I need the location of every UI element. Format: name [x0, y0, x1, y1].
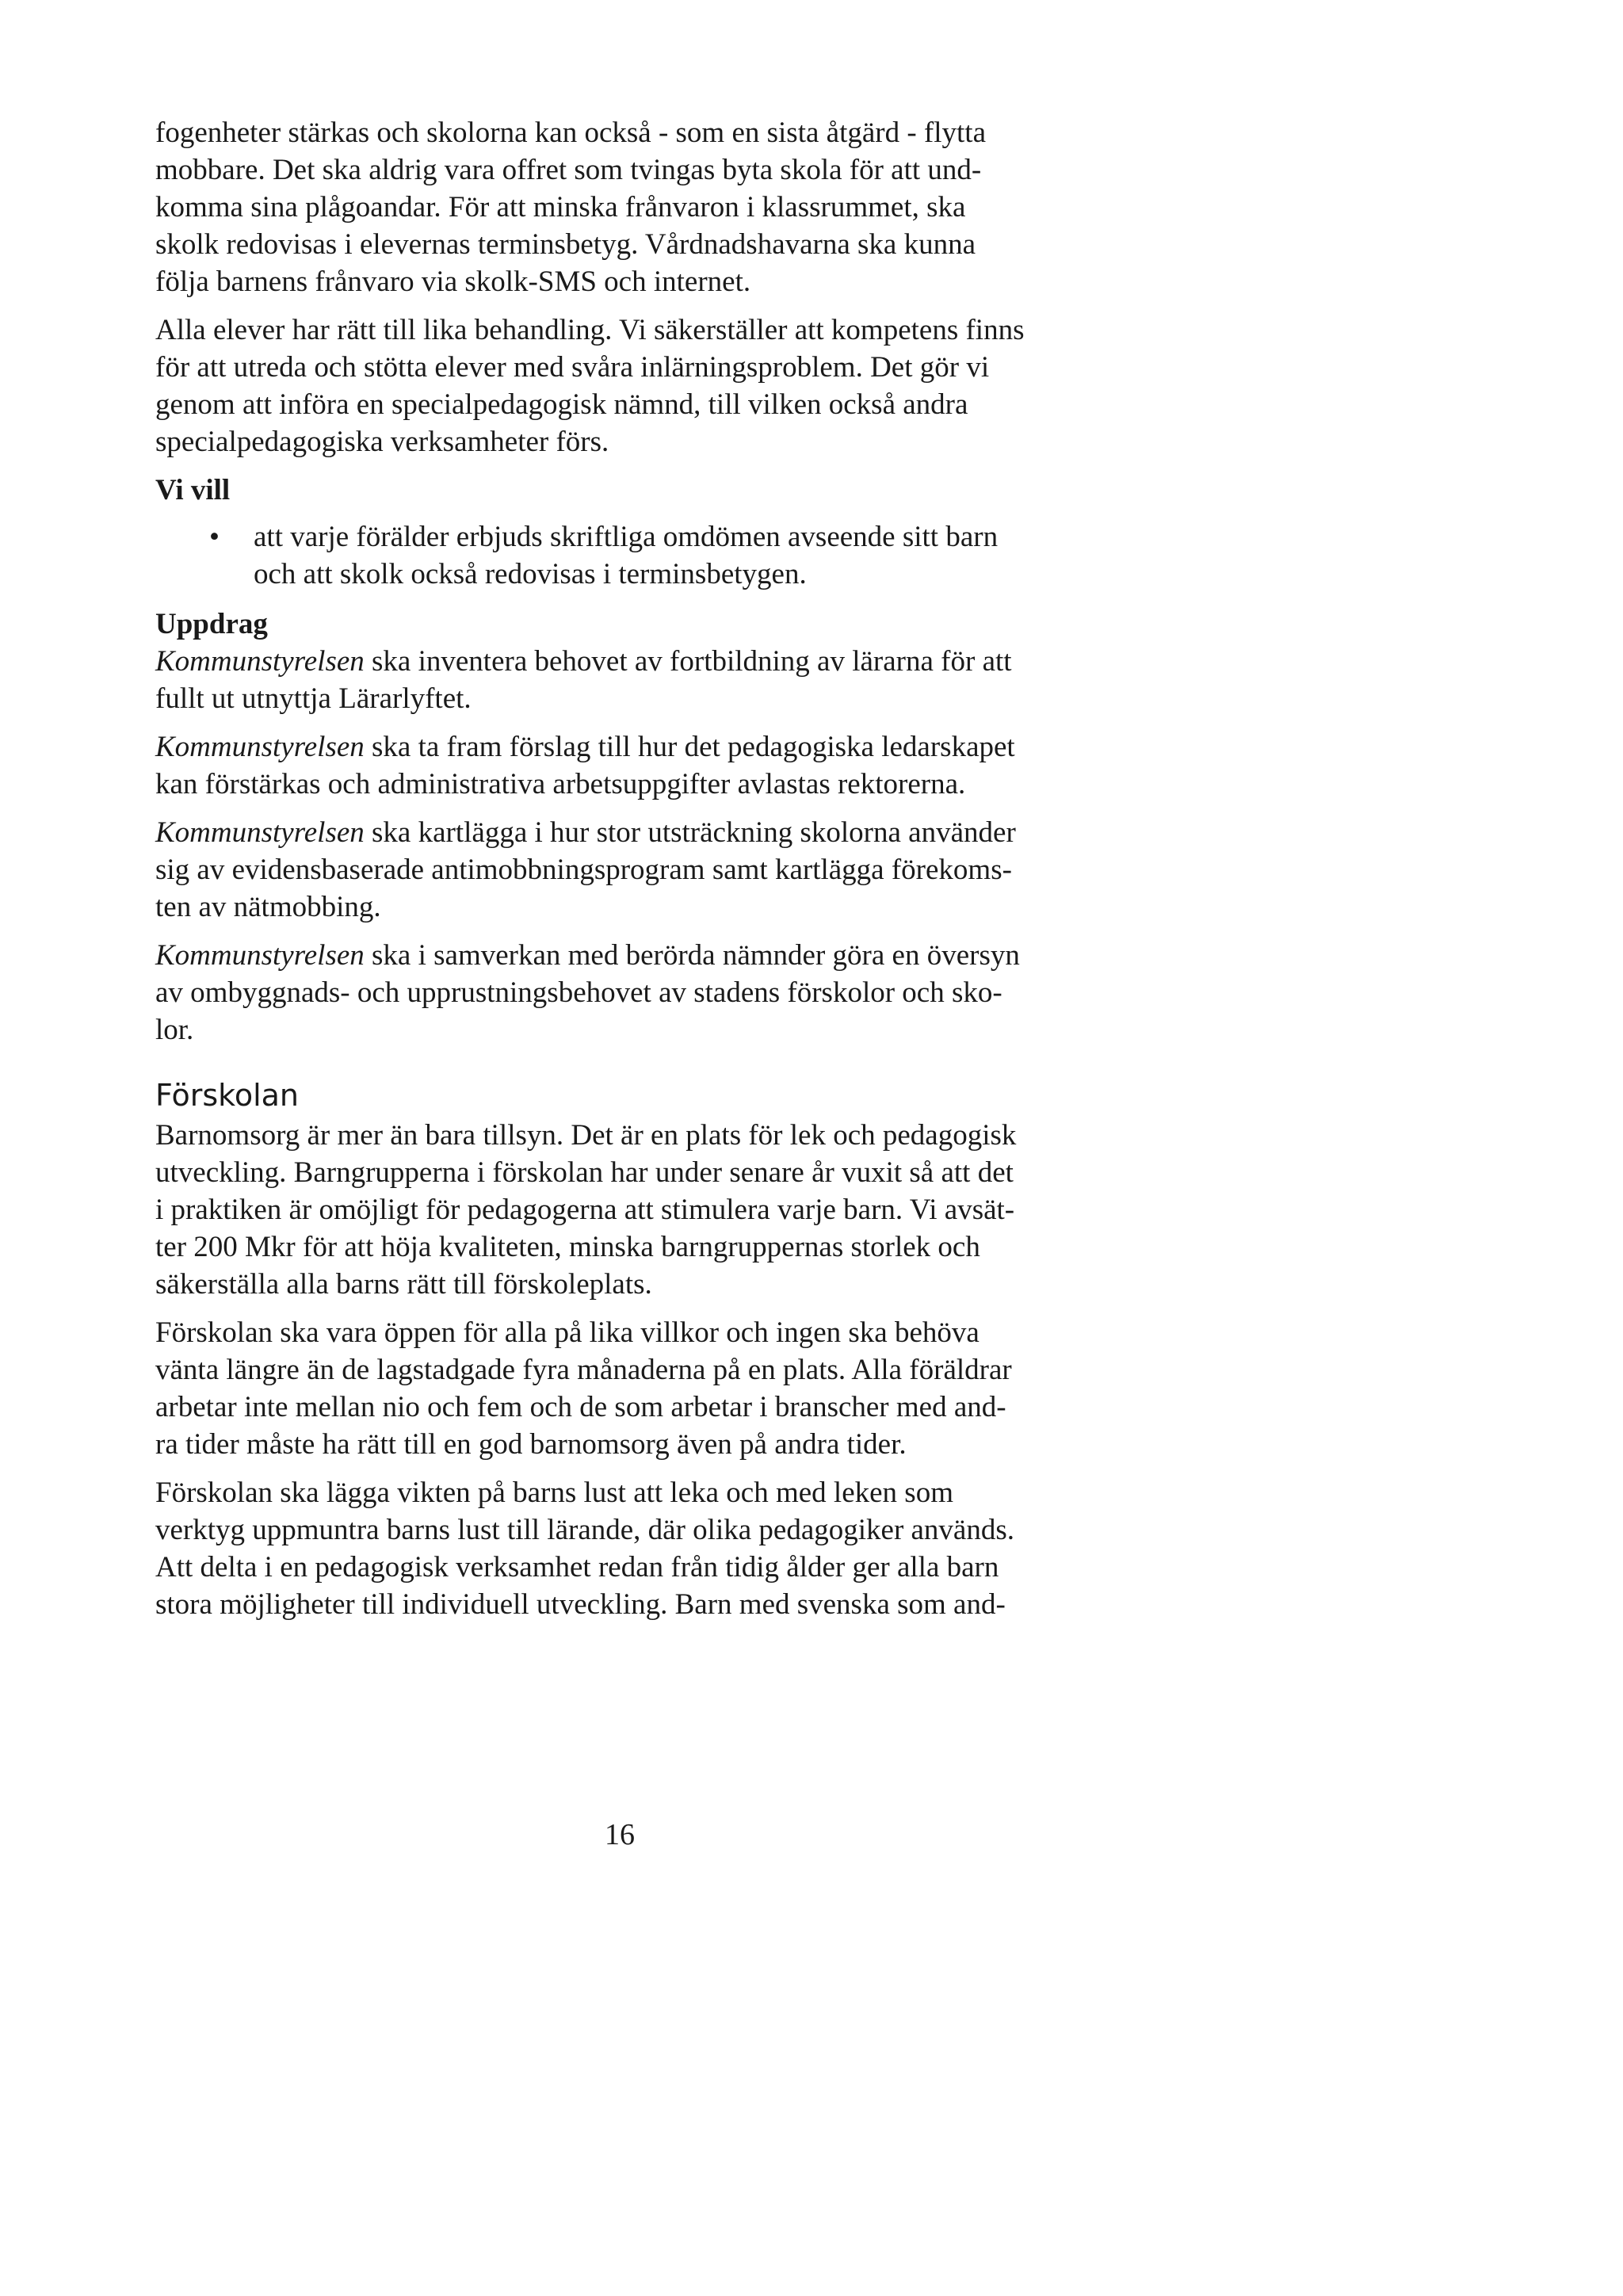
text-line: ter 200 Mkr för att höja kvaliteten, minska barngruppernas storlek och [155, 1231, 980, 1263]
assignment-paragraph [155, 814, 1114, 926]
text-line: av ombyggnads- och upprustningsbehovet av stadens förskolor och sko- [155, 976, 1002, 1009]
text-line: Att delta i en pedagogisk verksamhet redan från tidig ålder ger alla barn [155, 1551, 999, 1584]
assignment-paragraph [155, 643, 1114, 717]
assignment-paragraph [155, 728, 1114, 803]
bullet-text-line: och att skolk också redovisas i terminsbetygen. [254, 558, 807, 590]
forskolan-paragraph [155, 1117, 1114, 1303]
document-page [155, 114, 1114, 1851]
text-line: arbetar inte mellan nio och fem och de som arbetar i branscher med and- [155, 1391, 1006, 1423]
text-line: genom att införa en specialpedagogisk nämnd, till vilken också andra [155, 388, 968, 421]
bullet-item [155, 518, 1114, 593]
assignment-actor: Kommunstyrelsen [155, 939, 365, 972]
text-line: komma sina plågoandar. För att minska frånvaron i klassrummet, ska [155, 191, 966, 223]
text-line: Förskolan ska vara öppen för alla på lika villkor och ingen ska behöva [155, 1316, 980, 1349]
assignment-actor: Kommunstyrelsen [155, 816, 365, 849]
text-line: mobbare. Det ska aldrig vara offret som tvingas byta skola för att und- [155, 154, 982, 186]
equal-treatment-paragraph [155, 311, 1114, 460]
assignment-paragraph [155, 937, 1114, 1049]
text-line [155, 937, 1114, 974]
uppdrag-heading: Uppdrag [155, 608, 268, 640]
assignment-actor: Kommunstyrelsen [155, 645, 365, 678]
assignment-text: ska inventera behovet av fortbildning av lärarna för att [364, 645, 1012, 678]
assignment-actor: Kommunstyrelsen [155, 731, 365, 763]
text-line: specialpedagogiska verksamheter förs. [155, 426, 609, 458]
text-line: Barnomsorg är mer än bara tillsyn. Det är en plats för lek och pedagogisk [155, 1119, 1017, 1152]
text-line: följa barnens frånvaro via skolk-SMS och internet. [155, 266, 751, 298]
text-line: fogenheter stärkas och skolorna kan också - som en sista åtgärd - flytta [155, 117, 986, 149]
text-line: vänta längre än de lagstadgade fyra månaderna på en plats. Alla föräldrar [155, 1354, 1012, 1386]
assignment-text: ska i samverkan med berörda nämnder göra en översyn [364, 939, 1020, 972]
text-line: kan förstärkas och administrativa arbetsuppgifter avlastas rektorerna. [155, 768, 966, 800]
page-number: 16 [605, 1818, 635, 1851]
bullet-icon: • [209, 521, 220, 553]
text-line [155, 643, 1114, 680]
text-line: i praktiken är omöjligt för pedagogerna att stimulera varje barn. Vi avsät- [155, 1194, 1015, 1226]
text-line: utveckling. Barngrupperna i förskolan har under senare år vuxit så att det [155, 1156, 1014, 1189]
text-line: lor. [155, 1014, 194, 1046]
text-line: stora möjligheter till individuell utveckling. Barn med svenska som and- [155, 1588, 1006, 1621]
vi-vill-heading: Vi vill [155, 474, 231, 506]
text-line [155, 728, 1114, 766]
text-line: ra tider måste ha rätt till en god barnomsorg även på andra tider. [155, 1428, 907, 1461]
assignment-text: ska ta fram förslag till hur det pedagogiska ledarskapet [364, 731, 1015, 763]
text-line: Förskolan ska lägga vikten på barns lust att leka och med leken som [155, 1477, 953, 1509]
text-line: fullt ut utnyttja Lärarlyftet. [155, 682, 472, 715]
text-line [155, 814, 1114, 851]
forskolan-paragraph [155, 1314, 1114, 1463]
text-line: ten av nätmobbing. [155, 891, 381, 923]
text-line: verktyg uppmuntra barns lust till lärande, där olika pedagogiker används. [155, 1514, 1015, 1546]
section-heading-forskolan: Förskolan [155, 1078, 300, 1113]
forskolan-paragraph [155, 1474, 1114, 1623]
text-line: för att utreda och stötta elever med svåra inlärningsproblem. Det gör vi [155, 351, 990, 384]
bullet-text-line: att varje förälder erbjuds skriftliga omdömen avseende sitt barn [254, 521, 999, 553]
text-line: sig av evidensbaserade antimobbningsprogram samt kartlägga förekoms- [155, 854, 1012, 886]
text-line: säkerställa alla barns rätt till förskoleplats. [155, 1268, 652, 1301]
text-line: skolk redovisas i elevernas terminsbetyg. Vårdnadshavarna ska kunna [155, 228, 976, 261]
assignment-text: ska kartlägga i hur stor utsträckning skolorna använder [364, 816, 1016, 849]
text-line: Alla elever har rätt till lika behandling. Vi säkerställer att kompetens finns [155, 314, 1025, 346]
intro-paragraph [155, 114, 1114, 300]
